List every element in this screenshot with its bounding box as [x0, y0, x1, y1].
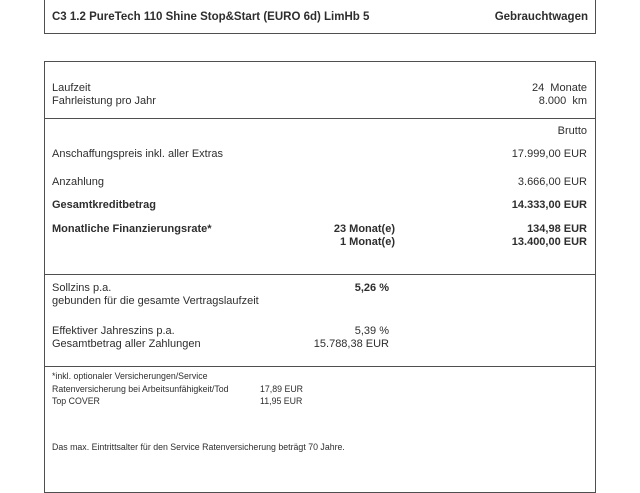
rate-row-2 [52, 236, 588, 249]
separator-line [44, 274, 596, 275]
insurance-label: Top COVER [52, 396, 100, 406]
interest-sublabel: gebunden für die gesamte Vertragslaufzeit [52, 295, 259, 307]
financing-table [44, 61, 596, 493]
interest-row-sollzins [52, 282, 588, 295]
interest-label: Sollzins p.a. [52, 282, 112, 294]
price-label: Anzahlung [52, 176, 104, 188]
term-row-fahrleistung [52, 95, 588, 108]
interest-value: 5,26 % [354, 282, 389, 294]
interest-label: Effektiver Jahreszins p.a. [52, 325, 175, 337]
term-row-laufzeit [52, 82, 588, 95]
insurance-row-topcover [52, 395, 588, 407]
rate-row-1 [52, 223, 588, 236]
vehicle-title: C3 1.2 PureTech 110 Shine Stop&Start (EURO 6d) LimHb 5 [52, 10, 370, 23]
insurance-note: *inkl. optionaler Versicherungen/Service [52, 371, 208, 381]
vehicle-condition-label: Gebrauchtwagen [494, 10, 588, 23]
insurance-label: Ratenversicherung bei Arbeitsunfähigkeit/Tod [52, 384, 229, 394]
insurance-note-row [52, 370, 588, 382]
interest-label: Gesamtbetrag aller Zahlungen [52, 338, 201, 350]
rate-period: 1 Monat(e) [340, 236, 395, 248]
term-label: Laufzeit [52, 82, 91, 94]
insurance-value: 11,95 EUR [260, 396, 303, 406]
age-note-row [52, 441, 588, 453]
price-label: Gesamtkreditbetrag [52, 199, 156, 211]
price-value: 3.666,00 EUR [517, 176, 587, 188]
interest-row-gesamtbetrag [52, 338, 588, 351]
interest-row-sollzins-sub [52, 295, 588, 308]
rate-amount: 134,98 EUR [527, 223, 587, 235]
price-label: Anschaffungspreis inkl. aller Extras [52, 148, 223, 160]
rate-amount: 13.400,00 EUR [511, 236, 587, 248]
term-value: 8.000 km [538, 95, 587, 107]
price-row-gesamtkreditbetrag [52, 199, 588, 212]
interest-value: 5,39 % [354, 325, 389, 337]
separator-line [44, 366, 596, 367]
age-note: Das max. Eintrittsalter für den Service Ratenversicherung beträgt 70 Jahre. [52, 442, 345, 452]
price-value: 17.999,00 EUR [511, 148, 587, 160]
insurance-row-ratenversicherung [52, 383, 588, 395]
interest-row-effektiver [52, 325, 588, 338]
term-value: 24 Monate [532, 82, 587, 94]
rate-period: 23 Monat(e) [333, 223, 395, 235]
vehicle-header [44, 0, 596, 34]
brutto-column-header: Brutto [557, 125, 587, 137]
separator-line [44, 118, 596, 119]
price-row-anschaffungspreis [52, 148, 588, 161]
insurance-value: 17,89 EUR [260, 384, 304, 394]
term-label: Fahrleistung pro Jahr [52, 95, 156, 107]
interest-value: 15.788,38 EUR [313, 338, 389, 350]
price-value: 14.333,00 EUR [511, 199, 587, 211]
column-header-row [52, 125, 588, 138]
price-row-anzahlung [52, 176, 588, 189]
rate-label: Monatliche Finanzierungsrate* [52, 223, 212, 235]
